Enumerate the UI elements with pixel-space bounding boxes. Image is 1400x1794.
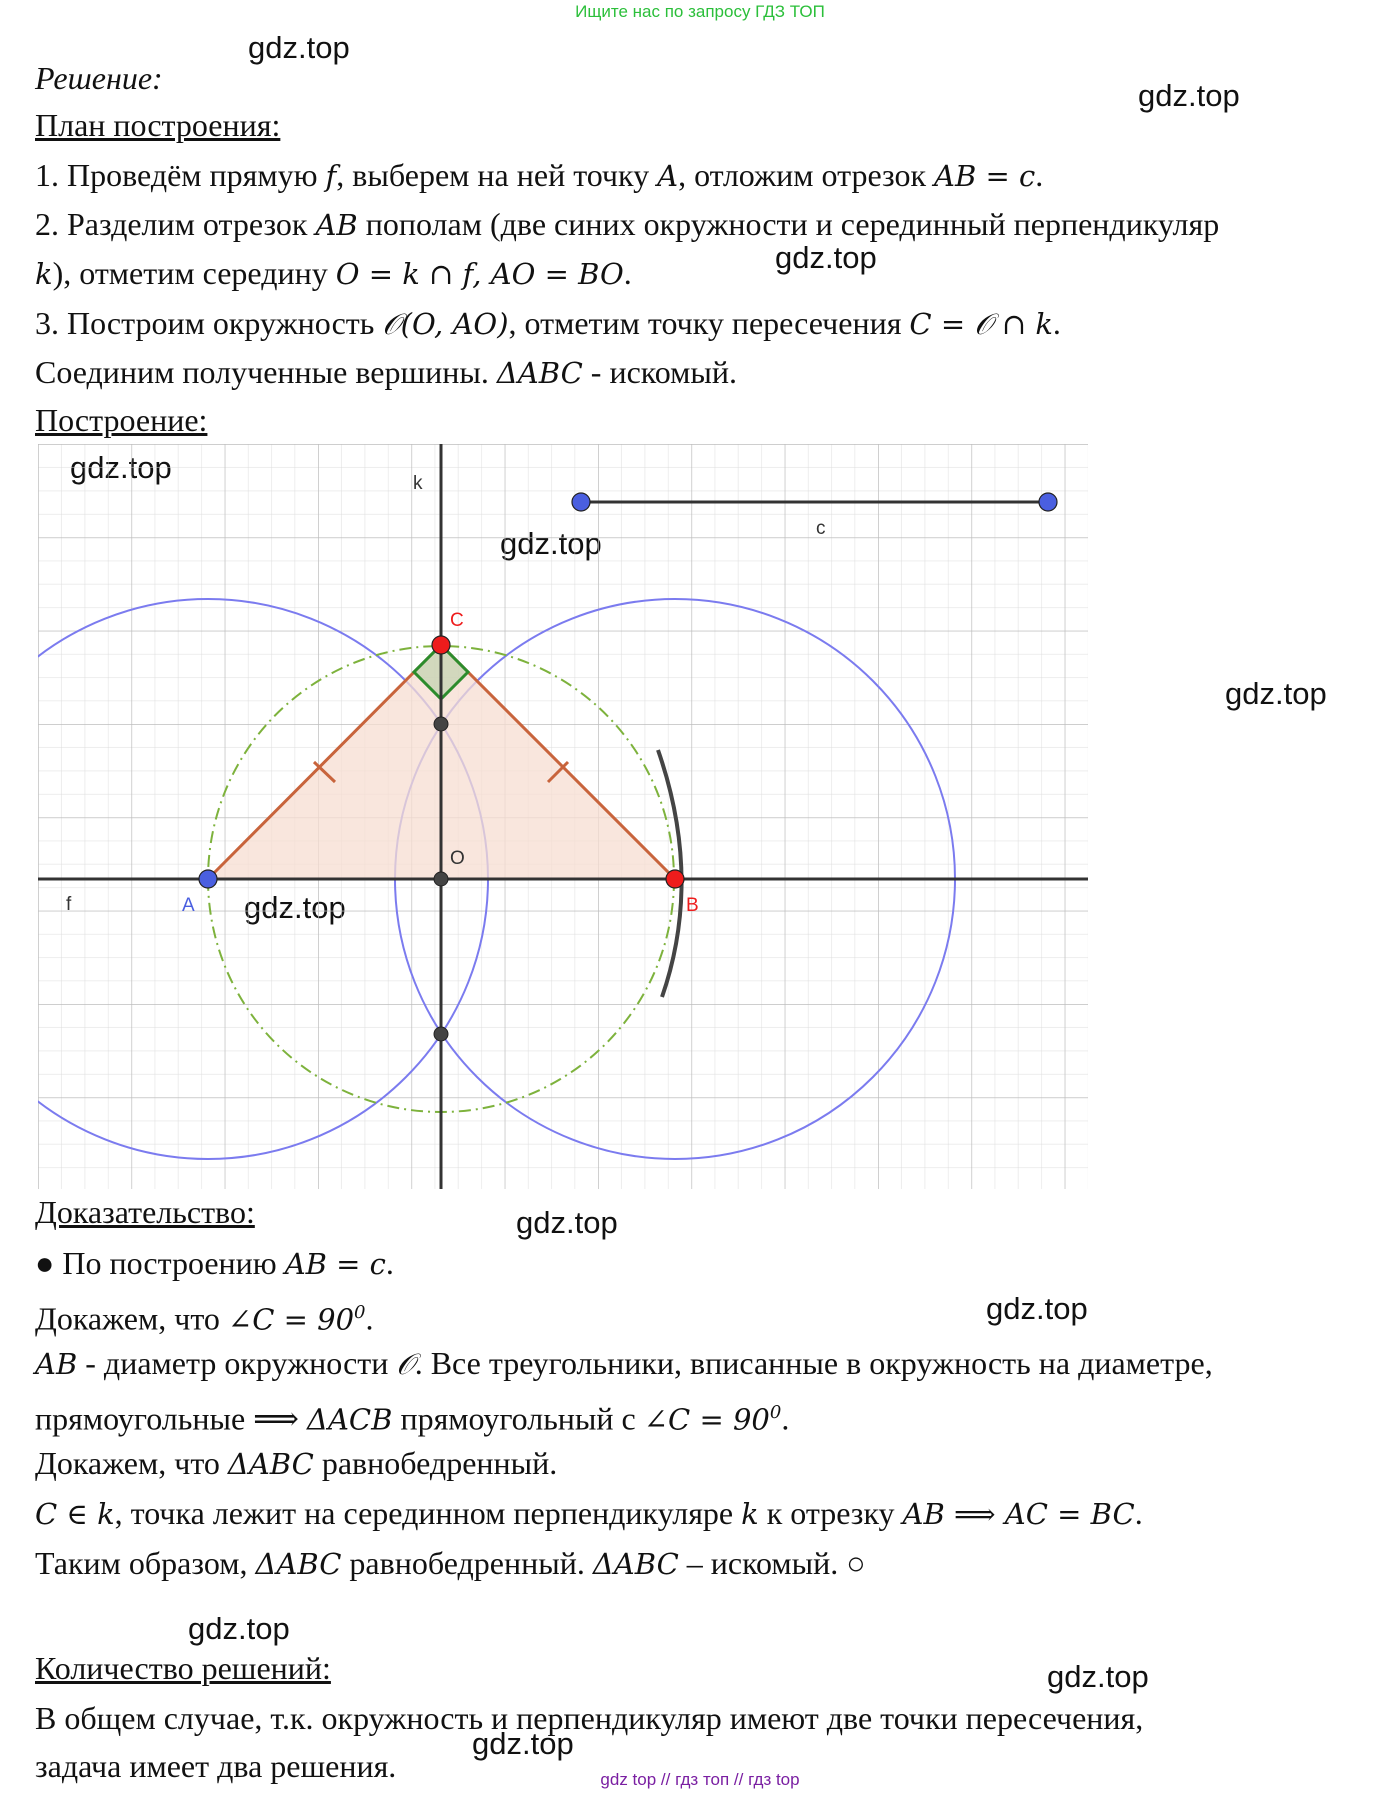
point-c (432, 636, 450, 654)
plan-step-4: Соединим полученные вершины. ΔABC - искомый. (35, 354, 737, 390)
construction-figure (38, 444, 1088, 1189)
plan-step-1: 1. Проведём прямую f, выберем на ней точку A, отложим отрезок AB = c. (35, 157, 1044, 193)
watermark: gdz.top (1225, 676, 1327, 711)
proof-line-1: ● По построению AB = c. (35, 1245, 394, 1281)
count-heading: Количество решений: (35, 1650, 331, 1686)
top-banner: Ищите нас по запросу ГДЗ ТОП (575, 2, 825, 21)
watermark: gdz.top (248, 30, 350, 65)
plan-step-2b: k), отметим середину O = k ∩ f, AO = BO. (35, 255, 632, 291)
watermark: gdz.top (775, 240, 877, 275)
segment-c-end (1039, 493, 1057, 511)
watermark: gdz.top (986, 1291, 1088, 1326)
point-o (434, 872, 448, 886)
label-f: f (66, 894, 72, 915)
plan-heading: План построения: (35, 107, 281, 143)
count-line-1: В общем случае, т.к. окружность и перпендикуляр имеют две точки пересечения, (35, 1700, 1144, 1736)
watermark: gdz.top (1138, 78, 1240, 113)
solution-heading: Решение: (35, 60, 163, 96)
plan-step-3: 3. Построим окружность 𝒪(O, AO), отметим точку пересечения C = 𝒪 ∩ k. (35, 305, 1061, 341)
watermark: gdz.top (188, 1611, 290, 1646)
count-line-2: задача имеет два решения. (35, 1748, 397, 1784)
proof-line-3: AB - диаметр окружности 𝒪. Все треугольники, вписанные в окружность на диаметре, (35, 1345, 1213, 1381)
label-c-segment: c (816, 518, 826, 539)
label-o: O (450, 848, 465, 869)
proof-heading: Доказательство: (35, 1194, 255, 1230)
proof-line-5: Докажем, что ΔABC равнобедренный. (35, 1445, 558, 1481)
label-b: B (686, 895, 699, 916)
watermark: gdz.top (472, 1726, 574, 1761)
watermark: gdz.top (1047, 1659, 1149, 1694)
point-b (666, 870, 684, 888)
point-lower-intersection (434, 1027, 448, 1041)
point-a (199, 870, 217, 888)
proof-line-2: Докажем, что ∠C = $90^0$. (35, 1300, 374, 1337)
construction-heading: Построение: (35, 402, 208, 438)
label-c: C (450, 610, 464, 631)
label-a: A (182, 895, 195, 916)
proof-line-7: Таким образом, ΔABC равнобедренный. ΔABC – искомый. ○ (35, 1545, 866, 1581)
segment-c-start (572, 493, 590, 511)
footer: gdz top // гдз топ // гдз top (600, 1770, 800, 1789)
watermark: gdz.top (516, 1205, 618, 1240)
label-k: k (413, 473, 423, 494)
plan-step-2a: 2. Разделим отрезок AB пополам (две синих окружности и серединный перпендикуляр (35, 206, 1220, 242)
proof-line-4: прямоугольные ⟹ ΔACB прямоугольный с ∠C = $90^0$. (35, 1400, 790, 1437)
point-upper-intersection (434, 717, 448, 731)
proof-line-6: C ∈ k, точка лежит на серединном перпендикуляре k к отрезку AB ⟹ AC = BC. (35, 1495, 1143, 1531)
